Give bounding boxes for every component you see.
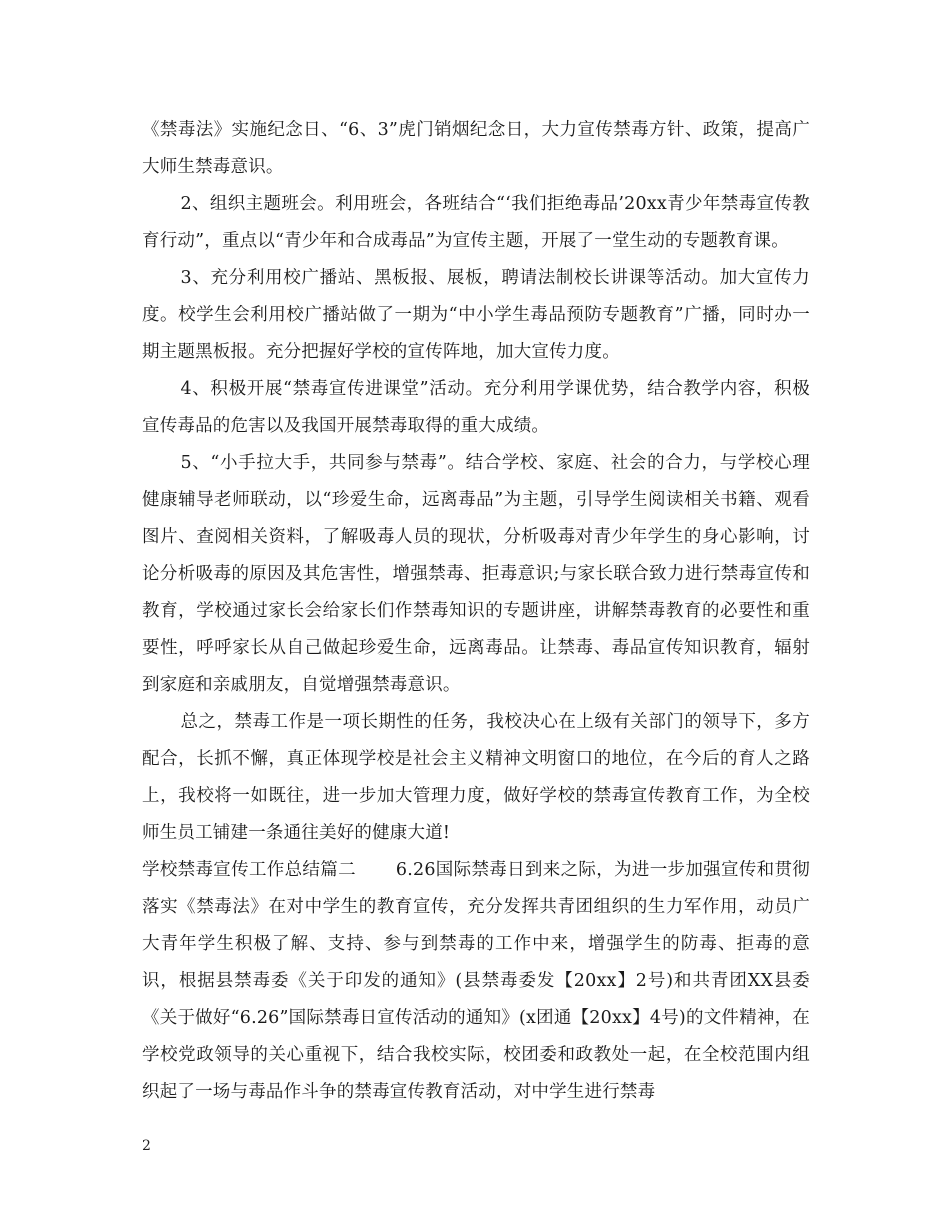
document-body (142, 112, 810, 1111)
paragraph-continued: 《禁毒法》实施纪念日、“6、3”虎门销烟纪念日，大力宣传禁毒方针、政策，提高广大师生禁毒意识。 (142, 120, 810, 177)
paragraph-item-5: 5、“小手拉大手，共同参与禁毒”。结合学校、家庭、社会的合力，与学校心理健康辅导老师联动，以“珍爱生命，远离毒品”为主题，引导学生阅读相关书籍、观看图片、查阅相关资料，了解吸毒人员的现状，分析吸毒对青少年学生的身心影响，讨论分析吸毒的原因及其危害性，增强禁毒、拒毒意识;与家长联合致力进行禁毒宣传和教育，学校通过家长会给家长们作禁毒知识的专题讲座，讲解禁毒教育的必要性和重要性，呼呼家长从自己做起珍爱生命，远离毒品。让禁毒、毒品宣传知识教育，辐射到家庭和亲戚朋友，自觉增强禁毒意识。 (142, 453, 810, 695)
paragraph-summary: 总之，禁毒工作是一项长期性的任务，我校决心在上级有关部门的领导下，多方配合，长抓不懈，真正体现学校是社会主义精神文明窗口的地位，在今后的育人之路上，我校将一如既往，进一步加大管理力度，做好学校的禁毒宣传教育工作，为全校师生员工铺建一条通往美好的健康大道! (142, 712, 810, 843)
paragraph-item-4: 4、积极开展“禁毒宣传进课堂”活动。充分利用学课优势，结合教学内容，积极宣传毒品的危害以及我国开展禁毒取得的重大成绩。 (142, 379, 810, 436)
section-body: 6.26国际禁毒日到来之际，为进一步加强宣传和贯彻落实《禁毒法》在对中学生的教育宣传，充分发挥共青团组织的生力军作用，动员广大青年学生积极了解、支持、参与到禁毒的工作中来，增强学生的防毒、拒毒的意识，根据县禁毒委《关于印发的通知》(县禁毒委发【20xx】2号)和共青团XX县委《关于做好“6.26”国际禁毒日宣传活动的通知》(x团通【20xx】4号)的文件精神，在学校党政领导的关心重视下，结合我校实际，校团委和政教处一起，在全校范围内组织起了一场与毒品作斗争的禁毒宣传教育活动，对中学生进行禁毒 (142, 860, 810, 1102)
paragraph-item-2: 2、组织主题班会。利用班会，各班结合“‘我们拒绝毒品’20xx青少年禁毒宣传教育行动”，重点以“青少年和合成毒品”为宣传主题，开展了一堂生动的专题教育课。 (142, 194, 810, 251)
page-number: 2 (142, 1138, 151, 1154)
section-paragraph (142, 852, 810, 1111)
section-heading: 学校禁毒宣传工作总结篇二 (142, 860, 356, 880)
paragraph-item-3: 3、充分利用校广播站、黑板报、展板，聘请法制校长讲课等活动。加大宣传力度。校学生会利用校广播站做了一期为“中小学生毒品预防专题教育”广播，同时办一期主题黑板报。充分把握好学校的宣传阵地，加大宣传力度。 (142, 268, 810, 362)
